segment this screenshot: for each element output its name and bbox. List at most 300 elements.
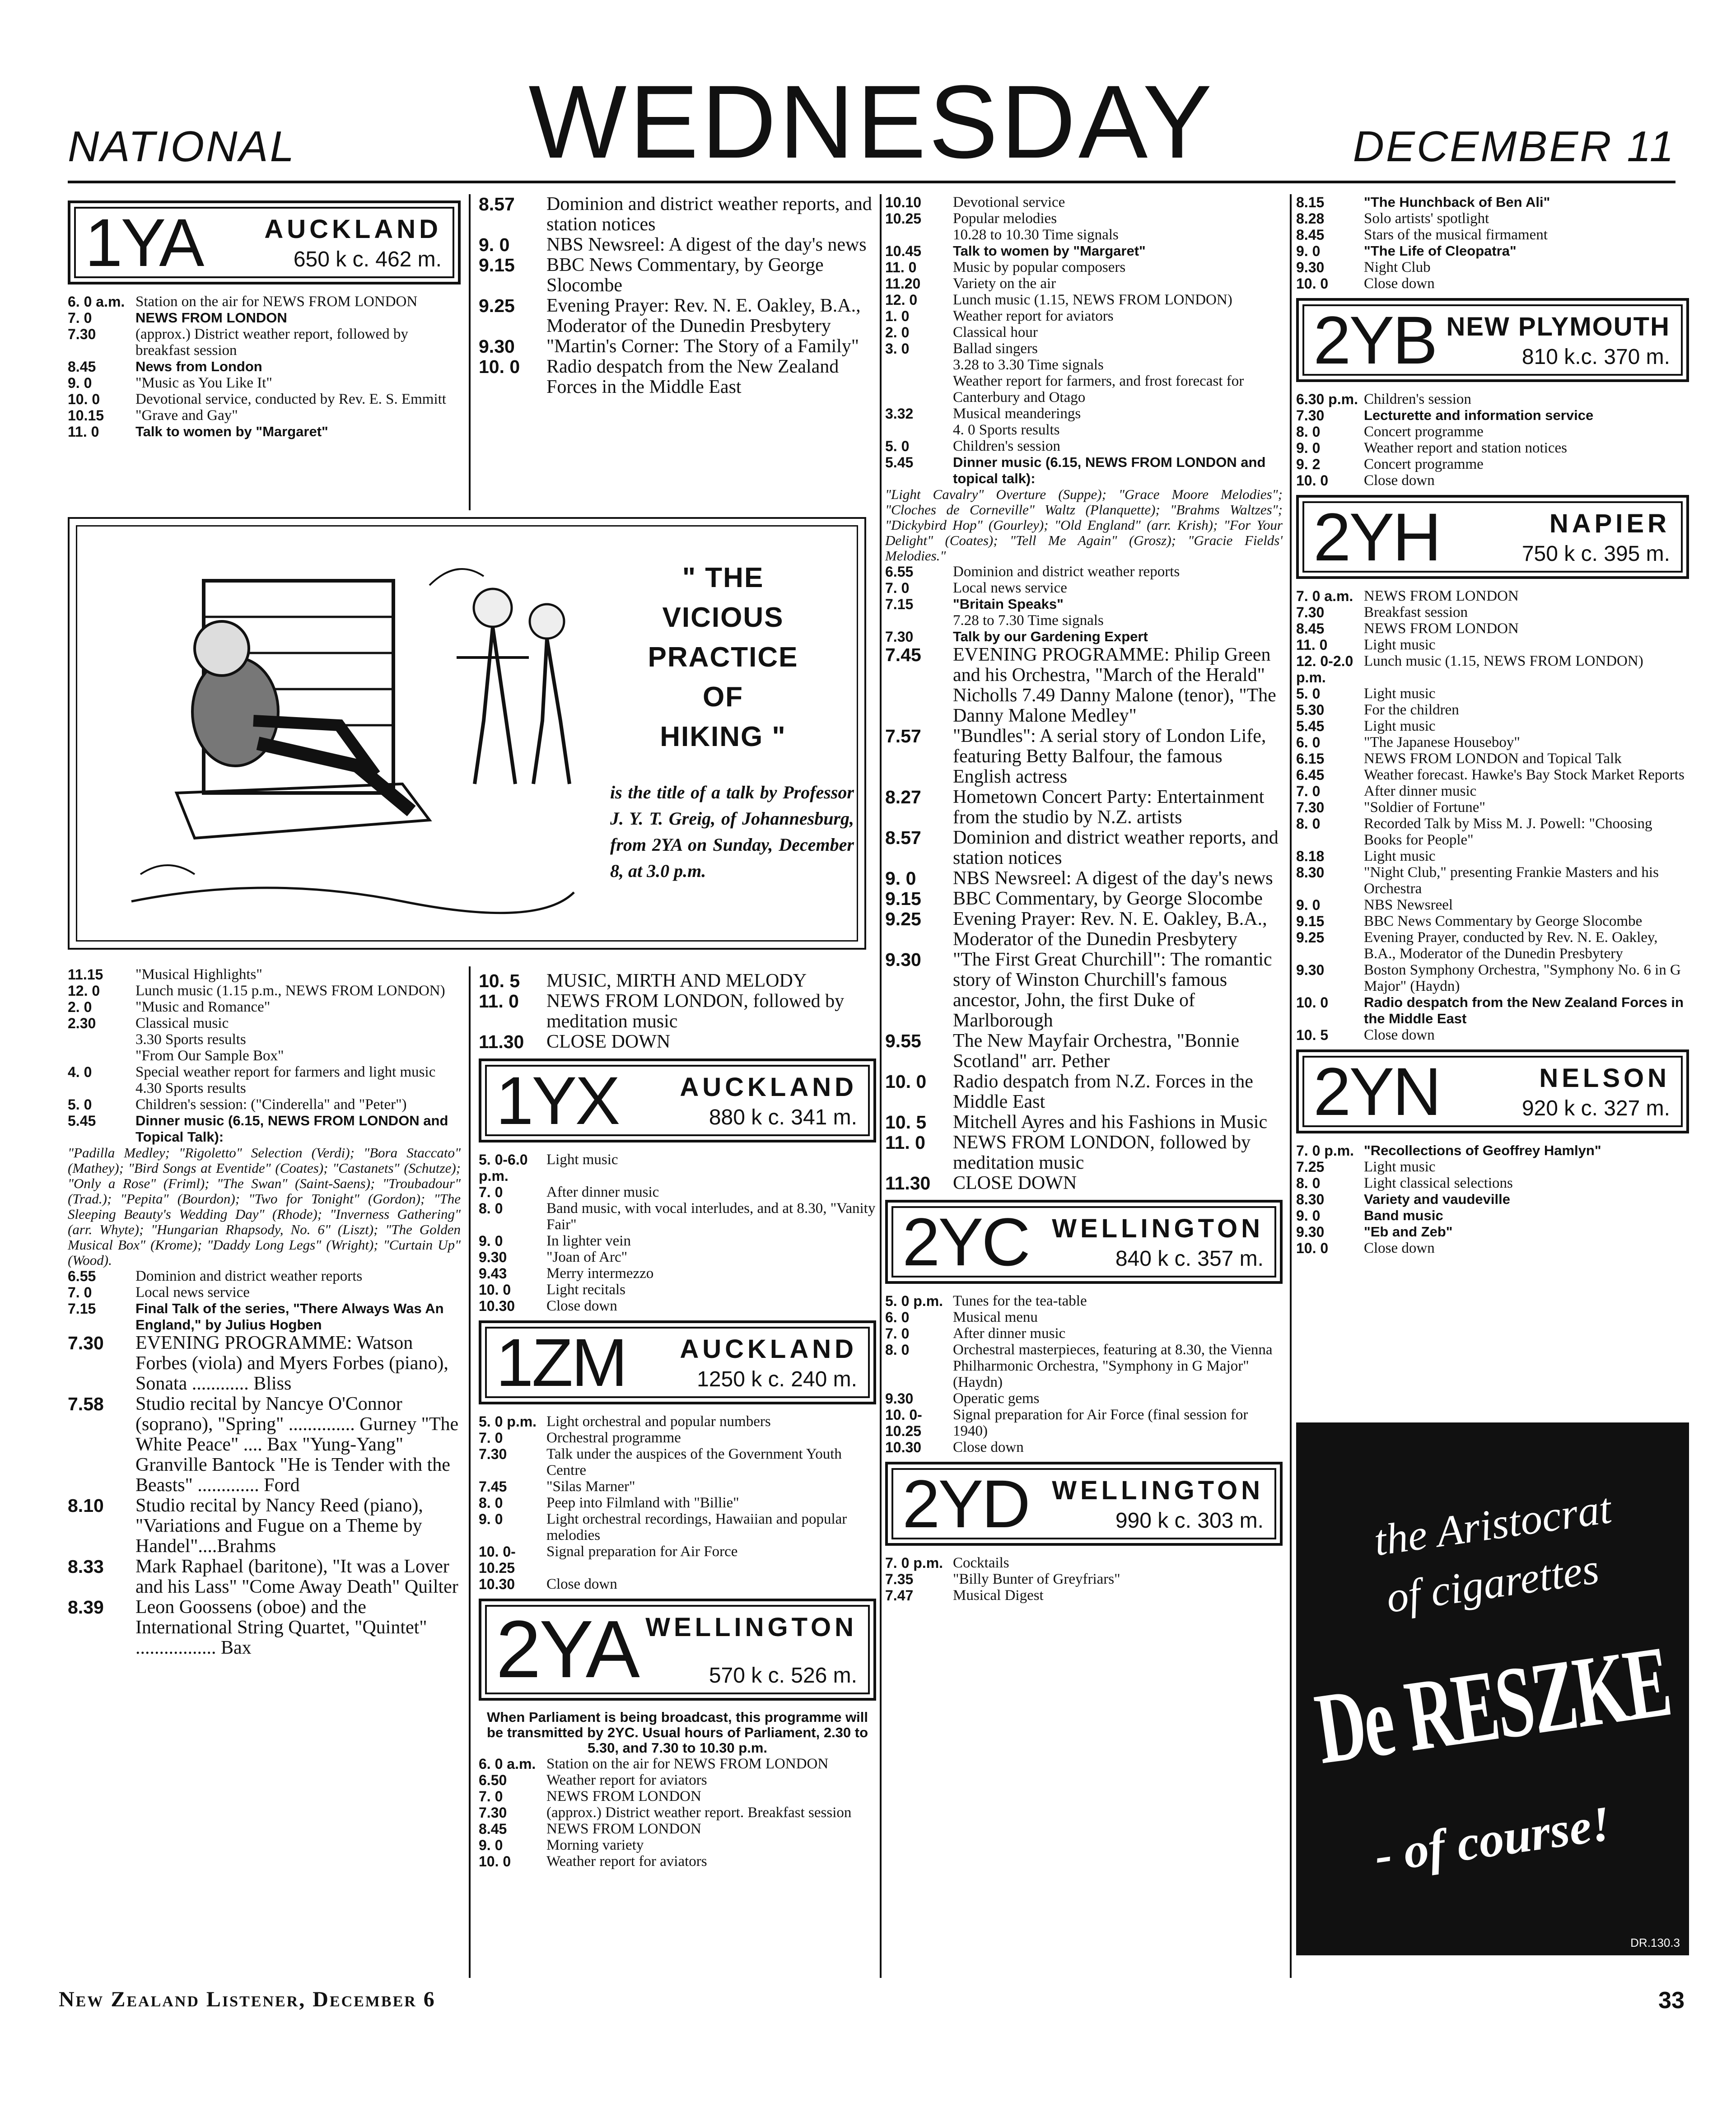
schedule-entry (885, 227, 1283, 243)
schedule-entry (479, 1298, 876, 1314)
schedule-entry (1296, 685, 1689, 702)
entry-description: In lighter vein (546, 1233, 631, 1249)
section-label: NATIONAL (68, 122, 296, 171)
entry-time: 6.55 (885, 564, 914, 580)
entry-time: 6. 0 a.m. (68, 294, 125, 310)
schedule-entry (885, 629, 1283, 645)
entry-time: 7.30 (479, 1805, 507, 1821)
entry-description: Light music (1364, 718, 1436, 734)
entry-time: 9.30 (885, 949, 921, 970)
entry-description: 3.28 to 3.30 Time signals (953, 357, 1104, 373)
entry-description: NEWS FROM LONDON (546, 1821, 701, 1837)
schedule-entry (1296, 1191, 1689, 1208)
entry-time: 10. 0 (1296, 1240, 1329, 1256)
entry-time: 11.30 (885, 1173, 931, 1194)
schedule-entry (68, 375, 461, 391)
entry-time: 5. 0 p.m. (479, 1413, 537, 1430)
station-city: NELSON (1539, 1063, 1670, 1093)
schedule-entry (885, 1133, 1283, 1173)
schedule-entry (1296, 637, 1689, 653)
page-title: WEDNESDAY (528, 64, 1215, 180)
schedule-entry (885, 909, 1283, 950)
station-frequency: 810 k.c. 370 m. (1521, 345, 1670, 369)
entry-description: "Silas Marner" (546, 1478, 635, 1495)
schedule-entry (479, 1495, 876, 1511)
entry-time: 6.15 (1296, 751, 1325, 767)
schedule-entry (1296, 751, 1689, 767)
entry-time: 9. 0 (1296, 1208, 1321, 1224)
station-frequency: 990 k c. 303 m. (1115, 1509, 1264, 1533)
entry-description: Local news service (135, 1284, 250, 1301)
schedule-entry (479, 1543, 876, 1576)
entry-time: 10. 0-10.25 (885, 1407, 922, 1439)
station-call: 2YN (1313, 1054, 1440, 1129)
schedule-entry (885, 243, 1283, 259)
entry-description: The New Mayfair Orchestra, "Bonnie Scotland" arr. Pether (953, 1031, 1240, 1072)
page-footer (59, 1987, 1685, 2019)
station-call: 1YA (85, 205, 203, 280)
station-box-2yd (885, 1462, 1283, 1546)
entry-description: Dominion and district weather reports, and station notices (953, 827, 1279, 868)
late-programme-list (479, 971, 876, 1052)
schedule-entry (1296, 994, 1689, 1027)
entry-time: 8.57 (479, 194, 515, 214)
entry-description: NEWS FROM LONDON (135, 310, 287, 326)
column-3 (885, 194, 1283, 1604)
entry-description: Lunch music (1.15 p.m., NEWS FROM LONDON) (135, 983, 445, 999)
entry-description: CLOSE DOWN (953, 1173, 1077, 1194)
station-frequency: 650 k c. 462 m. (293, 247, 442, 271)
entry-time: 10. 5 (1296, 1027, 1329, 1043)
schedule-entry (1296, 1027, 1689, 1043)
entry-time: 8. 0 (479, 1200, 503, 1217)
entry-time: 8.30 (1296, 1191, 1325, 1208)
schedule-entry (1296, 1224, 1689, 1240)
entry-time: 9.15 (885, 888, 921, 909)
entry-description: "The Japanese Houseboy" (1364, 734, 1520, 751)
entry-time: 9.30 (1296, 962, 1325, 978)
station-box-1yx (479, 1058, 876, 1142)
schedule-entry (479, 357, 876, 397)
schedule-entry (885, 1072, 1283, 1112)
column-2-bottom (479, 971, 876, 1870)
entry-description: Studio recital by Nancye O'Connor (soprano), "Spring" .............. Gurney "The White Peace" .... Bax "Yung-Yang" Granville Bantock "He is Tender with the Beasts" ............. Ford (135, 1394, 459, 1496)
entry-description: Local news service (953, 580, 1067, 596)
entry-description: "Eb and Zeb" (1364, 1224, 1453, 1240)
schedule-entry (479, 1184, 876, 1200)
entry-description: Cocktails (953, 1555, 1009, 1571)
entry-description: "Soldier of Fortune" (1364, 799, 1485, 816)
station-frequency: 880 k c. 341 m. (709, 1105, 857, 1129)
entry-time: 9. 2 (1296, 456, 1321, 472)
schedule-entry (479, 336, 876, 357)
entry-time: 11. 0 (885, 259, 917, 275)
schedule-entry (68, 1113, 461, 1145)
entry-description: After dinner music (1364, 783, 1477, 799)
entry-description: Recorded Talk by Miss M. J. Powell: "Choosing Books for People" (1364, 816, 1652, 848)
schedule-list (885, 1293, 1283, 1455)
entry-time: 7.35 (885, 1571, 914, 1587)
entry-time: 10. 0 (1296, 994, 1329, 1011)
entry-description: Children's session (953, 438, 1060, 454)
schedule-entry (1296, 588, 1689, 604)
entry-time: 7. 0 (885, 580, 910, 596)
schedule-entry (885, 259, 1283, 275)
entry-description: EVENING PROGRAMME: Watson Forbes (viola) and Myers Forbes (piano), Sonata ............ Bliss (135, 1333, 448, 1394)
entry-time: 7. 0 (885, 1325, 910, 1342)
station-frequency: 1250 k c. 240 m. (697, 1367, 857, 1391)
entry-description: Popular melodies (953, 210, 1057, 227)
entry-time: 7. 0 p.m. (1296, 1142, 1354, 1159)
schedule-entry (68, 310, 461, 326)
entry-time: 9.43 (479, 1265, 507, 1282)
entry-time: 6. 0 (1296, 734, 1321, 751)
schedule-entry (1296, 243, 1689, 259)
schedule-list (1296, 588, 1689, 1043)
entry-time: 9.15 (1296, 913, 1325, 929)
entry-time: 8.28 (1296, 210, 1325, 227)
station-box-1zm (479, 1320, 876, 1404)
schedule-entry (885, 308, 1283, 324)
entry-description: Weather report for aviators (953, 308, 1114, 324)
schedule-entry (479, 1032, 876, 1052)
illustration-caption: is the title of a talk by Professor J. Y. T. Greig, of Johannesburg, from 2YA on Sunday, December 8, at 3.0 p.m. (610, 782, 854, 881)
entry-description: Dominion and district weather reports (953, 564, 1180, 580)
entry-description: Stars of the musical firmament (1364, 227, 1548, 243)
schedule-entry (885, 950, 1283, 1031)
entry-time: 7.30 (479, 1446, 507, 1462)
entry-time: 6.45 (1296, 767, 1325, 783)
entry-description: Lunch music (1.15, NEWS FROM LONDON) (1364, 653, 1643, 669)
entry-description: Merry intermezzo (546, 1265, 654, 1282)
entry-time: 11.15 (68, 966, 103, 983)
schedule-entry (68, 1557, 461, 1597)
schedule-entry (1296, 1208, 1689, 1224)
schedule-entry (1296, 962, 1689, 994)
entry-description: Children's session (1364, 391, 1471, 407)
schedule-list (68, 294, 461, 440)
entry-description: Light music (1364, 1159, 1436, 1175)
entry-description: Mitchell Ayres and his Fashions in Music (953, 1112, 1268, 1133)
parliament-note: When Parliament is being broadcast, this programme will be transmitted by 2YC. Usual hours of Parliament, 2.30 to 5.30, and 7.30 to 10.30 p.m. (486, 1709, 868, 1756)
schedule-entry (68, 326, 461, 359)
entry-time: 12. 0 (885, 292, 918, 308)
schedule-entry (885, 868, 1283, 889)
schedule-list (479, 1756, 876, 1870)
entry-description: Signal preparation for Air Force (546, 1543, 738, 1560)
entry-description: Dominion and district weather reports (135, 1268, 363, 1284)
entry-description: Mark Raphael (baritone), "It was a Lover and his Lass" "Come Away Death" Quilter (135, 1556, 458, 1597)
station-box-2yc (885, 1200, 1283, 1284)
schedule-list (1296, 194, 1689, 292)
schedule-entry (1296, 799, 1689, 816)
schedule-entry (68, 1268, 461, 1284)
entry-description: Dinner music (6.15, NEWS FROM LONDON and topical talk): (953, 454, 1266, 486)
entry-time: 8. 0 (1296, 816, 1321, 832)
column-2-top (479, 194, 876, 397)
entry-time: 11. 0 (68, 424, 99, 440)
evening-programme-list (479, 194, 876, 397)
schedule-entry (885, 406, 1283, 422)
schedule-entry (479, 1200, 876, 1233)
schedule-entry (68, 359, 461, 375)
entry-description: Close down (546, 1576, 617, 1592)
entry-description: Evening Prayer, conducted by Rev. N. E. Oakley, B.A., Moderator of the Dunedin Presbytery (1364, 929, 1658, 962)
entry-time: 8.57 (885, 827, 921, 848)
entry-description: (approx.) District weather report. Breakfast session (546, 1805, 852, 1821)
schedule-entry (479, 1511, 876, 1543)
schedule-entry (68, 1080, 461, 1096)
entry-time: 10.30 (479, 1576, 515, 1592)
entry-time: 5.45 (885, 454, 914, 471)
station-call: 2YH (1313, 499, 1440, 575)
entry-description: Light music (1364, 637, 1436, 653)
entry-description: Final Talk of the series, "There Always Was An England," by Julius Hogben (135, 1301, 444, 1333)
entry-time: 7.45 (479, 1478, 507, 1495)
hiking-illustration-panel (68, 517, 866, 950)
schedule-entry (885, 1031, 1283, 1072)
schedule-entry (885, 1571, 1283, 1587)
entry-description: Concert programme (1364, 456, 1484, 472)
entry-time: 7.30 (1296, 407, 1325, 424)
entry-description: Close down (1364, 472, 1435, 489)
schedule-entry (885, 373, 1283, 406)
entry-time: 10. 0 (479, 1282, 511, 1298)
entry-description: NBS Newsreel: A digest of the day's news (546, 234, 867, 255)
entry-time: 8.30 (1296, 864, 1325, 881)
entry-time: 10. 0 (1296, 472, 1329, 489)
schedule-entry (479, 194, 876, 235)
schedule-list (885, 194, 1283, 487)
schedule-entry (1296, 1159, 1689, 1175)
schedule-list (1296, 1142, 1689, 1256)
schedule-list (479, 1152, 876, 1314)
entry-time: 1. 0 (885, 308, 910, 324)
schedule-entry (1296, 194, 1689, 210)
entry-time: 6. 0 a.m. (479, 1756, 536, 1772)
entry-description: Signal preparation for Air Force (final session for 1940) (953, 1407, 1248, 1439)
entry-time: 11. 0 (479, 991, 519, 1012)
schedule-entry (1296, 929, 1689, 962)
schedule-entry (885, 1112, 1283, 1133)
schedule-entry (885, 580, 1283, 596)
entry-time: 9. 0 (1296, 243, 1321, 259)
station-call: 1ZM (496, 1324, 626, 1400)
entry-time: 7. 0 (479, 1430, 503, 1446)
schedule-entry (479, 1233, 876, 1249)
dinner-music-note: "Light Cavalry" Overture (Suppe); "Grace Moore Melodies"; "Cloches de Corneville" Waltz (Planquette); "Brahms Waltzes"; "Dickybird Hop" (Gourley); "Old England" (arr. Krish); "For Your Delight" (Coates); "Tell Me Again" (Grosz); "Gracie Fields' Melodies." (885, 486, 1283, 564)
entry-time: 8. 0 (1296, 424, 1321, 440)
ad-tagline: of cigarettes (1383, 1544, 1602, 1622)
schedule-entry (1296, 864, 1689, 897)
entry-time: 7.15 (68, 1301, 96, 1317)
entry-description: Peep into Filmland with "Billie" (546, 1495, 739, 1511)
entry-time: 7.15 (885, 596, 914, 612)
dinner-music-note: "Padilla Medley; "Rigoletto" Selection (Verdi); "Bora Staccato" (Mathey); "Bird Songs at Eventide" (Coates); "Castanets" (Schutze); "Only a Rose" (Friml); "The Swan" (Saint-Saens); "Troubadour" (Trad.); "Pepita" (Bourdon); "Two for Tonight" (Gordon); "The Sleeping Beauty's Wedding Day" (Rhode); "Inverness Gathering" (arr. Whyte); "Hungarian Rhapsody, No. 6" (Liszt); "The Golden Musical Box" (Krome); "Daddy Long Legs" (Wright); "Curtain Up" (Wood). (68, 1145, 461, 1268)
entry-description: Dinner music (6.15, NEWS FROM LONDON and Topical Talk): (135, 1113, 448, 1145)
entry-description: Night Club (1364, 259, 1431, 275)
entry-description: NEWS FROM LONDON (546, 1788, 701, 1805)
entry-time: 7.30 (1296, 604, 1325, 620)
entry-description: Classical music (135, 1015, 229, 1031)
station-city: WELLINGTON (645, 1613, 857, 1642)
entry-time: 5.30 (1296, 702, 1325, 718)
station-call: 1YX (496, 1063, 619, 1138)
entry-time: 10.30 (479, 1298, 515, 1314)
entry-description: Light music (546, 1152, 618, 1168)
evening-programme-list (68, 1333, 461, 1658)
schedule-entry (885, 1293, 1283, 1309)
entry-description: Solo artists' spotlight (1364, 210, 1489, 227)
station-call: 2YD (902, 1466, 1029, 1542)
station-box-2yb (1296, 298, 1689, 382)
entry-time: 4. 0 (68, 1064, 92, 1080)
entry-description: "Night Club," presenting Frankie Masters and his Orchestra (1364, 864, 1659, 897)
schedule-entry (885, 357, 1283, 373)
entry-time: 8.45 (68, 359, 96, 375)
entry-time: 7.57 (885, 726, 921, 746)
schedule-list (68, 966, 461, 1145)
entry-time: 9.30 (479, 336, 515, 357)
entry-description: NEWS FROM LONDON and Topical Talk (1364, 751, 1622, 767)
entry-description: BBC Commentary, by George Slocombe (953, 888, 1263, 909)
entry-time: 9.55 (885, 1031, 921, 1051)
entry-time: 3. 0 (885, 340, 910, 357)
entry-time: 6.50 (479, 1772, 507, 1788)
entry-description: Music by popular composers (953, 259, 1126, 275)
schedule-entry (68, 1096, 461, 1113)
entry-time: 9.30 (885, 1390, 914, 1407)
entry-time: 5. 0 (885, 438, 910, 454)
schedule-entry (1296, 472, 1689, 489)
entry-description: Morning variety (546, 1837, 644, 1853)
station-city: NAPIER (1549, 509, 1670, 538)
entry-description: Light music (1364, 685, 1436, 702)
date-label: DECEMBER 11 (1353, 122, 1675, 171)
entry-description: Weather report for aviators (546, 1853, 707, 1870)
schedule-entry (885, 1390, 1283, 1407)
station-box-2yh (1296, 495, 1689, 579)
ad-brand: De RESZKE (1309, 1625, 1676, 1786)
entry-description: Leon Goossens (oboe) and the International String Quartet, "Quintet" ................. Bax (135, 1597, 427, 1658)
schedule-entry (68, 294, 461, 310)
ad-slogan: - of course! (1371, 1795, 1614, 1883)
entry-time: 5.45 (68, 1113, 96, 1129)
entry-description: "The First Great Churchill": The romantic story of Winston Churchill's famous ancestor, John, the first Duke of Marlborough (953, 949, 1272, 1031)
entry-time: 9.25 (1296, 929, 1325, 946)
entry-time: 8.18 (1296, 848, 1325, 864)
entry-time: 7.30 (68, 326, 96, 342)
schedule-entry (885, 645, 1283, 726)
entry-description: "The Hunchback of Ben Ali" (1364, 194, 1550, 210)
entry-description: Boston Symphony Orchestra, "Symphony No. 6 in G Major" (Haydn) (1364, 962, 1681, 994)
entry-description: Weather report for aviators (546, 1772, 707, 1788)
schedule-entry (479, 1413, 876, 1430)
schedule-entry (479, 1265, 876, 1282)
entry-time: 7.47 (885, 1587, 914, 1604)
entry-time: 10. 0 (479, 1853, 511, 1870)
entry-description: Talk by our Gardening Expert (953, 629, 1148, 644)
entry-description: Children's session: ("Cinderella" and "Peter") (135, 1096, 407, 1113)
entry-description: "Recollections of Geoffrey Hamlyn" (1364, 1142, 1601, 1158)
entry-time: 10. 0 (885, 1071, 927, 1092)
station-call: 2YA (496, 1604, 638, 1695)
entry-description: NEWS FROM LONDON, followed by meditation music (546, 991, 845, 1032)
schedule-entry (1296, 1240, 1689, 1256)
column-rule (469, 194, 471, 510)
station-city: WELLINGTON (1052, 1214, 1264, 1243)
schedule-entry (885, 596, 1283, 612)
schedule-entry (885, 438, 1283, 454)
schedule-entry (1296, 653, 1689, 685)
entry-description: Weather report and station notices (1364, 440, 1568, 456)
entry-time: 11. 0 (885, 1132, 925, 1153)
station-box-1ya (68, 201, 461, 284)
schedule-entry (1296, 1142, 1689, 1159)
entry-description: Musical meanderings (953, 406, 1081, 422)
entry-description: NEWS FROM LONDON (1364, 588, 1519, 604)
entry-description: Band music, with vocal interludes, and at 8.30, "Vanity Fair" (546, 1200, 876, 1233)
schedule-entry (885, 726, 1283, 787)
entry-description: Dominion and district weather reports, and station notices (546, 194, 872, 235)
entry-time: 10. 0 (1296, 275, 1329, 292)
station-box-2yn (1296, 1049, 1689, 1133)
schedule-entry (68, 1031, 461, 1048)
entry-description: Tunes for the tea-table (953, 1293, 1087, 1309)
ad-code: DR.130.3 (1630, 1936, 1680, 1949)
schedule-entry (68, 983, 461, 999)
entry-description: 4. 0 Sports results (953, 422, 1060, 438)
column-1-bottom (68, 966, 461, 1658)
schedule-entry (479, 1756, 876, 1772)
entry-time: 8. 0 (1296, 1175, 1321, 1191)
entry-time (885, 422, 953, 438)
entry-time: 9.25 (885, 909, 921, 929)
schedule-entry (68, 966, 461, 983)
entry-description: Ballad singers (953, 340, 1038, 357)
entry-time: 10.30 (885, 1439, 922, 1455)
schedule-entry (479, 235, 876, 255)
schedule-entry (1296, 1175, 1689, 1191)
entry-description: NBS Newsreel (1364, 897, 1453, 913)
entry-description: Devotional service (953, 194, 1065, 210)
schedule-entry (479, 1282, 876, 1298)
header-rule (68, 181, 1675, 183)
entry-description: 10.28 to 10.30 Time signals (953, 227, 1119, 243)
entry-time: 9. 0 (68, 375, 92, 391)
station-city: NEW PLYMOUTH (1446, 312, 1670, 341)
entry-time: 9. 0 (479, 1233, 503, 1249)
entry-time: 7. 0 (68, 310, 92, 326)
schedule-list (885, 564, 1283, 645)
entry-time: 7.30 (68, 1333, 104, 1353)
schedule-entry (885, 422, 1283, 438)
schedule-entry (885, 1555, 1283, 1571)
station-frequency: 750 k c. 395 m. (1521, 542, 1670, 566)
illustration-headline (592, 558, 854, 757)
entry-description: Weather report for farmers, and frost forecast for Canterbury and Otago (953, 373, 1244, 406)
entry-time: 8.15 (1296, 194, 1325, 210)
entry-time: 9. 0 (479, 1837, 503, 1853)
entry-description: Evening Prayer: Rev. N. E. Oakley, B.A., Moderator of the Dunedin Presbytery (953, 909, 1267, 950)
schedule-entry (1296, 604, 1689, 620)
schedule-entry (885, 1587, 1283, 1604)
schedule-entry (885, 275, 1283, 292)
schedule-entry (885, 1342, 1283, 1390)
schedule-entry (885, 1173, 1283, 1194)
entry-description: Studio recital by Nancy Reed (piano), "Variations and Fugue on a Theme by Handel"....Brahms (135, 1495, 423, 1557)
station-frequency: 920 k c. 327 m. (1521, 1096, 1670, 1120)
